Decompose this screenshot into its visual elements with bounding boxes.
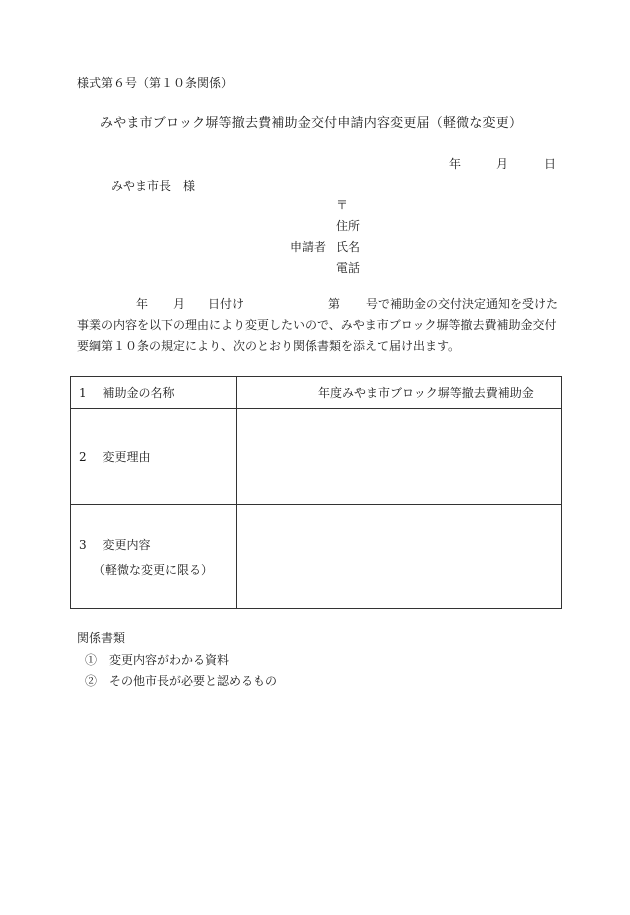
form-number: 様式第６号（第１０条関係） <box>77 76 234 90</box>
date-day-label: 日 <box>544 157 557 171</box>
body-line-2: 事業の内容を以下の理由により変更したいので、みやま市ブロック塀等撤去費補助金交付 <box>77 318 557 332</box>
related-document-item: ① 変更内容がわかる資料 <box>85 653 230 667</box>
table-row <box>71 409 562 505</box>
body-line-3: 要綱第１０条の規定により、次のとおり関係書類を添えて届け出ます。 <box>77 339 461 353</box>
postal-mark: 〒 <box>336 198 349 212</box>
subsidy-name-value[interactable]: 年度みやま市ブロック塀等撤去費補助金 <box>237 377 562 409</box>
document-title: みやま市ブロック塀等撤去費補助金交付申請内容変更届（軽微な変更） <box>100 116 523 131</box>
body-month-label: 月 <box>173 297 186 311</box>
date-year-label: 年 <box>449 157 462 171</box>
related-document-item: ② その他市長が必要と認めるもの <box>85 674 278 688</box>
body-number-prefix: 第 <box>328 297 341 311</box>
change-reason-label: 2 変更理由 <box>71 409 237 505</box>
phone-label: 電話 <box>336 261 361 275</box>
change-table <box>70 376 562 609</box>
change-reason-field[interactable] <box>237 409 562 505</box>
related-documents-title: 関係書類 <box>77 631 126 645</box>
date-month-label: 月 <box>496 157 509 171</box>
body-line-1-rest: 号で補助金の交付決定通知を受けた <box>366 297 559 311</box>
change-content-sublabel: （軽微な変更に限る） <box>93 562 214 577</box>
applicant-label: 申請者 <box>290 240 327 254</box>
table-row <box>71 505 562 609</box>
change-content-label-cell <box>71 505 237 609</box>
table-row <box>71 377 562 409</box>
name-label: 氏名 <box>336 240 361 254</box>
change-content-field[interactable] <box>237 505 562 609</box>
address-label: 住所 <box>336 219 361 233</box>
addressee: みやま市長 様 <box>111 179 196 193</box>
body-year-label: 年 <box>136 297 149 311</box>
subsidy-name-label: 1 補助金の名称 <box>71 377 237 409</box>
body-date-suffix: 日付け <box>208 297 245 311</box>
change-content-label: 3 変更内容 <box>79 537 151 552</box>
